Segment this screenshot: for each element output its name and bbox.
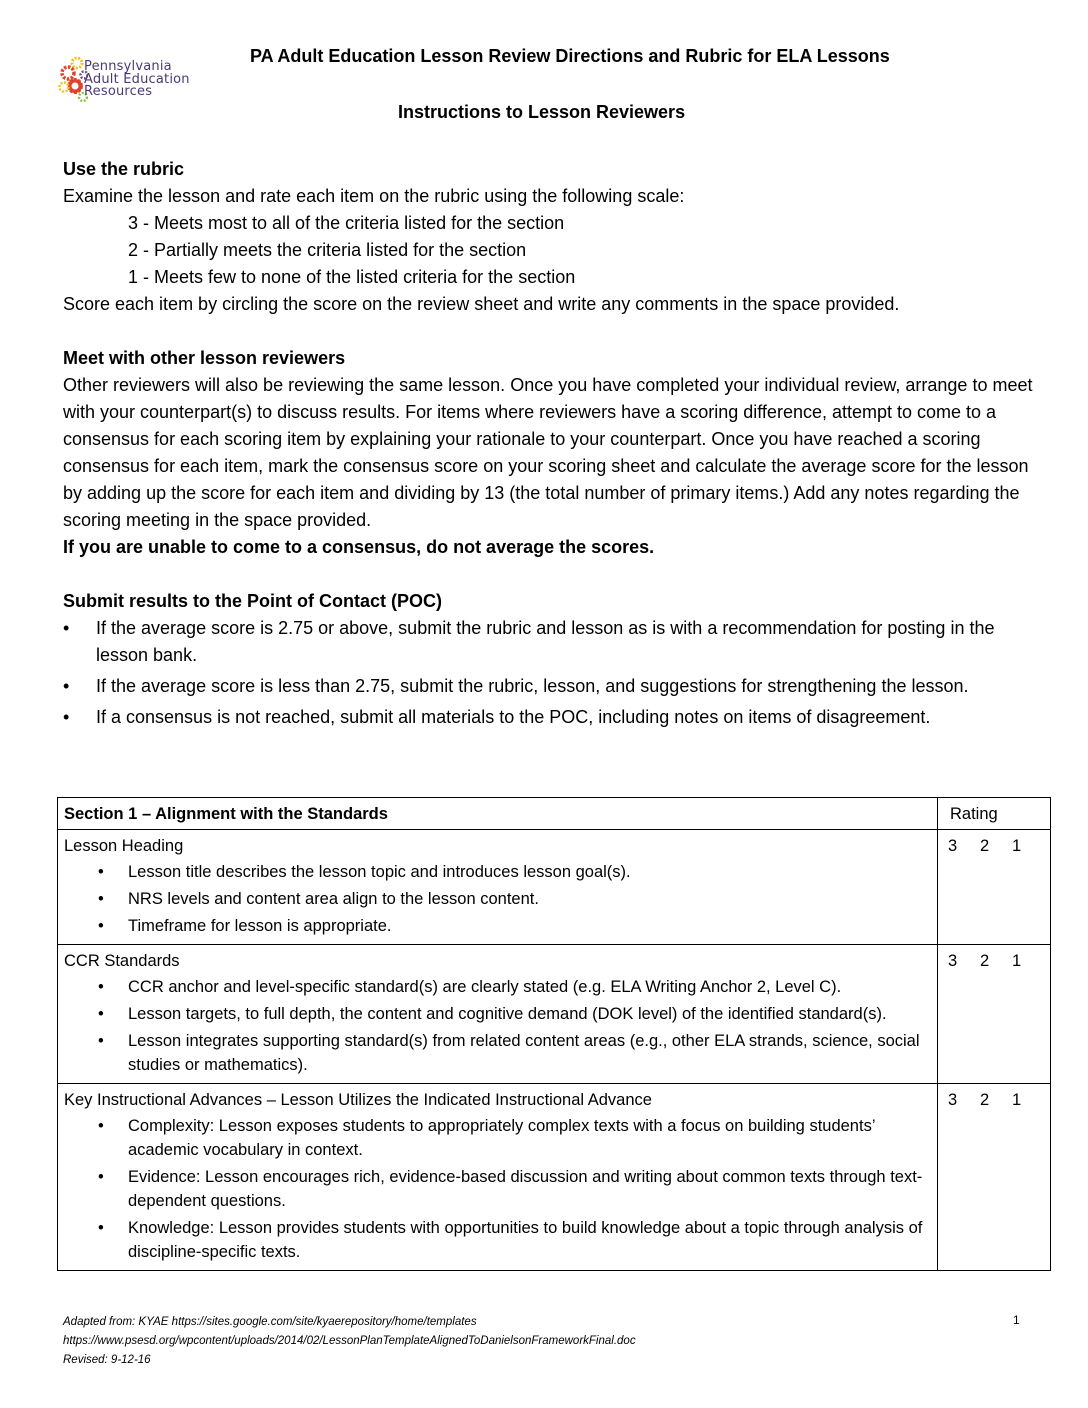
scale-item: 2 - Partially meets the criteria listed for the section bbox=[128, 240, 527, 260]
table-row bbox=[58, 1084, 1051, 1271]
criteria-item: • Timeframe for lesson is appropriate. bbox=[64, 914, 931, 938]
submit-list-item: • If a consensus is not reached, submit all materials to the POC, including notes on items of disagreement. bbox=[63, 704, 1033, 731]
submit-list-item: • If the average score is less than 2.75, submit the rubric, lesson, and suggestions for strengthening the lesson. bbox=[63, 673, 1033, 700]
criteria-item: • CCR anchor and level-specific standard(s) are clearly stated (e.g. ELA Writing Anchor 2, Level C). bbox=[64, 975, 931, 999]
rating-cell bbox=[938, 1084, 1051, 1271]
criteria-item: • Knowledge: Lesson provides students with opportunities to build knowledge about a topic through analysis of discipline-specific texts. bbox=[64, 1216, 931, 1264]
submit-list bbox=[63, 615, 1033, 731]
use-rubric-intro: Examine the lesson and rate each item on the rubric using the following scale: bbox=[63, 186, 685, 206]
criteria-item: • Evidence: Lesson encourages rich, evidence-based discussion and writing about common texts through text-dependent questions. bbox=[64, 1165, 931, 1213]
section-title: Section 1 – Alignment with the Standards bbox=[58, 798, 938, 830]
table-header-row bbox=[58, 798, 1051, 830]
page-footer bbox=[63, 1313, 636, 1370]
use-rubric-heading: Use the rubric bbox=[63, 159, 185, 179]
document-subtitle: Instructions to Lesson Reviewers bbox=[398, 102, 686, 122]
meet-body: Other reviewers will also be reviewing the same lesson. Once you have completed your individual review, arrange to meet with your counterpart(s) to discuss results. For items where reviewers have a scoring difference, attempt to come to a consensus for each scoring item by explaining your rationale to your counterpart. Once you have reached a scoring consensus for each item, mark the consensus score on your scoring sheet and calculate the average score for the lesson by adding up the score for each item and dividing by 13 (the total number of primary items.) Add any notes regarding the scoring meeting in the space provided. bbox=[63, 375, 1033, 530]
rating-option[interactable]: 2 bbox=[980, 837, 990, 855]
rating-cell bbox=[938, 945, 1051, 1084]
instructions-body bbox=[63, 156, 1033, 735]
footer-line: Revised: 9-12-16 bbox=[63, 1354, 151, 1366]
footer-line: Adapted from: KYAE https://sites.google.com/site/kyaerepository/home/templates bbox=[63, 1316, 477, 1328]
criteria-title: Lesson Heading bbox=[64, 837, 184, 855]
criteria-item: • Lesson title describes the lesson topic and introduces lesson goal(s). bbox=[64, 860, 931, 884]
criteria-title: Key Instructional Advances – Lesson Utilizes the Indicated Instructional Advance bbox=[64, 1091, 652, 1109]
table-row bbox=[58, 945, 1051, 1084]
rating-header: Rating bbox=[938, 798, 1051, 830]
criteria-item: • Lesson integrates supporting standard(s) from related content areas (e.g., other ELA strands, science, social studies or mathematics). bbox=[64, 1029, 931, 1077]
document-title: PA Adult Education Lesson Review Directions and Rubric for ELA Lessons bbox=[250, 46, 890, 66]
rating-option[interactable]: 1 bbox=[1012, 1091, 1022, 1109]
scale-item: 3 - Meets most to all of the criteria listed for the section bbox=[128, 213, 565, 233]
meet-bold-note: If you are unable to come to a consensus, do not average the scores. bbox=[63, 537, 655, 557]
criteria-list bbox=[64, 975, 931, 1077]
rating-option[interactable]: 3 bbox=[948, 837, 958, 855]
criteria-cell bbox=[58, 945, 938, 1084]
criteria-title: CCR Standards bbox=[64, 952, 180, 970]
meet-heading: Meet with other lesson reviewers bbox=[63, 348, 346, 368]
rating-cell bbox=[938, 830, 1051, 945]
criteria-cell bbox=[58, 830, 938, 945]
criteria-item: • Lesson targets, to full depth, the content and cognitive demand (DOK level) of the identified standard(s). bbox=[64, 1002, 931, 1026]
rating-option[interactable]: 1 bbox=[1012, 837, 1022, 855]
pa-adult-education-logo bbox=[58, 55, 208, 107]
rating-option[interactable]: 2 bbox=[980, 1091, 990, 1109]
footer-line: https://www.psesd.org/wpcontent/uploads/2014/02/LessonPlanTemplateAlignedToDanielsonFrameworkFinal.doc bbox=[63, 1335, 636, 1347]
criteria-item: • Complexity: Lesson exposes students to appropriately complex texts with a focus on building students’ academic vocabulary in context. bbox=[64, 1114, 931, 1162]
logo-text: Pennsylvania Adult Education Resources bbox=[84, 59, 190, 99]
submit-list-item: • If the average score is 2.75 or above, submit the rubric and lesson as is with a recommendation for posting in the lesson bank. bbox=[63, 615, 1033, 669]
rating-option[interactable]: 1 bbox=[1012, 952, 1022, 970]
criteria-item: • NRS levels and content area align to the lesson content. bbox=[64, 887, 931, 911]
criteria-list bbox=[64, 860, 931, 938]
criteria-cell bbox=[58, 1084, 938, 1271]
use-rubric-closing: Score each item by circling the score on the review sheet and write any comments in the space provided. bbox=[63, 294, 900, 314]
scale-item: 1 - Meets few to none of the listed criteria for the section bbox=[128, 267, 576, 287]
rubric-table bbox=[57, 797, 1051, 1271]
rating-option[interactable]: 3 bbox=[948, 1091, 958, 1109]
page-number: 1 bbox=[1013, 1313, 1020, 1327]
table-row bbox=[58, 830, 1051, 945]
submit-heading: Submit results to the Point of Contact (POC) bbox=[63, 591, 442, 611]
criteria-list bbox=[64, 1114, 931, 1264]
rating-option[interactable]: 2 bbox=[980, 952, 990, 970]
rating-option[interactable]: 3 bbox=[948, 952, 958, 970]
